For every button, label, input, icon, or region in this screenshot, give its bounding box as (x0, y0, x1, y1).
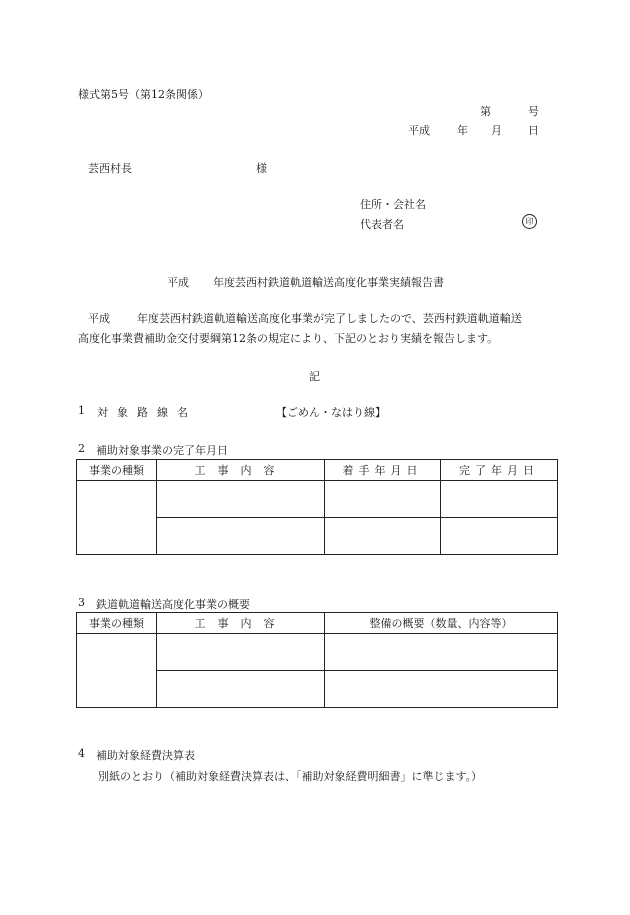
body-era: 平成 (88, 312, 110, 325)
table-cell (441, 481, 558, 518)
document-number-prefix: 第 (480, 105, 491, 118)
section-3-number: 3 (78, 596, 85, 609)
table-header: 完了年月日 (441, 460, 558, 481)
addressee-name: 芸西村長 (88, 162, 132, 175)
completion-date-table (76, 459, 558, 555)
table-cell (77, 481, 157, 555)
section-4-heading: 補助対象経費決算表 (96, 749, 195, 762)
route-name: 【ごめん・なはり線】 (276, 406, 386, 419)
table-cell (157, 518, 325, 555)
table-cell (77, 634, 157, 708)
document-number-suffix: 号 (528, 105, 539, 118)
addressee-honorific: 様 (256, 162, 267, 175)
date-month: 月 (491, 124, 502, 137)
document-title: 年度芸西村鉄道軌道輸送高度化事業実績報告書 (213, 276, 444, 289)
section-2-heading: 補助対象事業の完了年月日 (96, 444, 228, 457)
section-1-heading: 対象路線名 (97, 406, 197, 419)
seal-mark (522, 214, 537, 229)
body-line-2: 高度化事業費補助金交付要綱第12条の規定により、下記のとおり実績を報告します。 (78, 332, 499, 345)
date-era: 平成 (408, 124, 430, 137)
table-header: 整備の概要（数量、内容等） (325, 613, 558, 634)
seal-icon: 印 (522, 214, 537, 229)
table-cell (325, 481, 441, 518)
section-2-number: 2 (78, 442, 85, 455)
section-4-note: 別紙のとおり（補助対象経費決算表は、「補助対象経費明細書」に準じます。） (98, 770, 483, 783)
table-header: 事業の種類 (77, 613, 157, 634)
body-line-1: 年度芸西村鉄道軌道輸送高度化事業が完了しましたので、芸西村鉄道軌道輸送 (137, 312, 522, 325)
section-1-number: 1 (78, 404, 85, 417)
table-cell (325, 518, 441, 555)
address-company-label: 住所・会社名 (360, 198, 426, 211)
date-year: 年 (457, 124, 468, 137)
project-overview-table (76, 612, 558, 708)
table-cell (157, 481, 325, 518)
representative-label: 代表者名 (360, 218, 404, 231)
table-cell (325, 671, 558, 708)
table-cell (157, 671, 325, 708)
table-header: 工事内容 (157, 613, 325, 634)
table-header: 着手年月日 (325, 460, 441, 481)
table-header: 事業の種類 (77, 460, 157, 481)
table-cell (441, 518, 558, 555)
date-day: 日 (528, 124, 539, 137)
section-3-heading: 鉄道軌道輸送高度化事業の概要 (96, 598, 250, 611)
form-number-label: 様式第5号（第12条関係） (78, 88, 209, 101)
table-cell (157, 634, 325, 671)
table-cell (325, 634, 558, 671)
section-4-number: 4 (78, 747, 85, 760)
table-header: 工事内容 (157, 460, 325, 481)
title-era: 平成 (167, 276, 189, 289)
ki-heading: 記 (309, 370, 320, 383)
